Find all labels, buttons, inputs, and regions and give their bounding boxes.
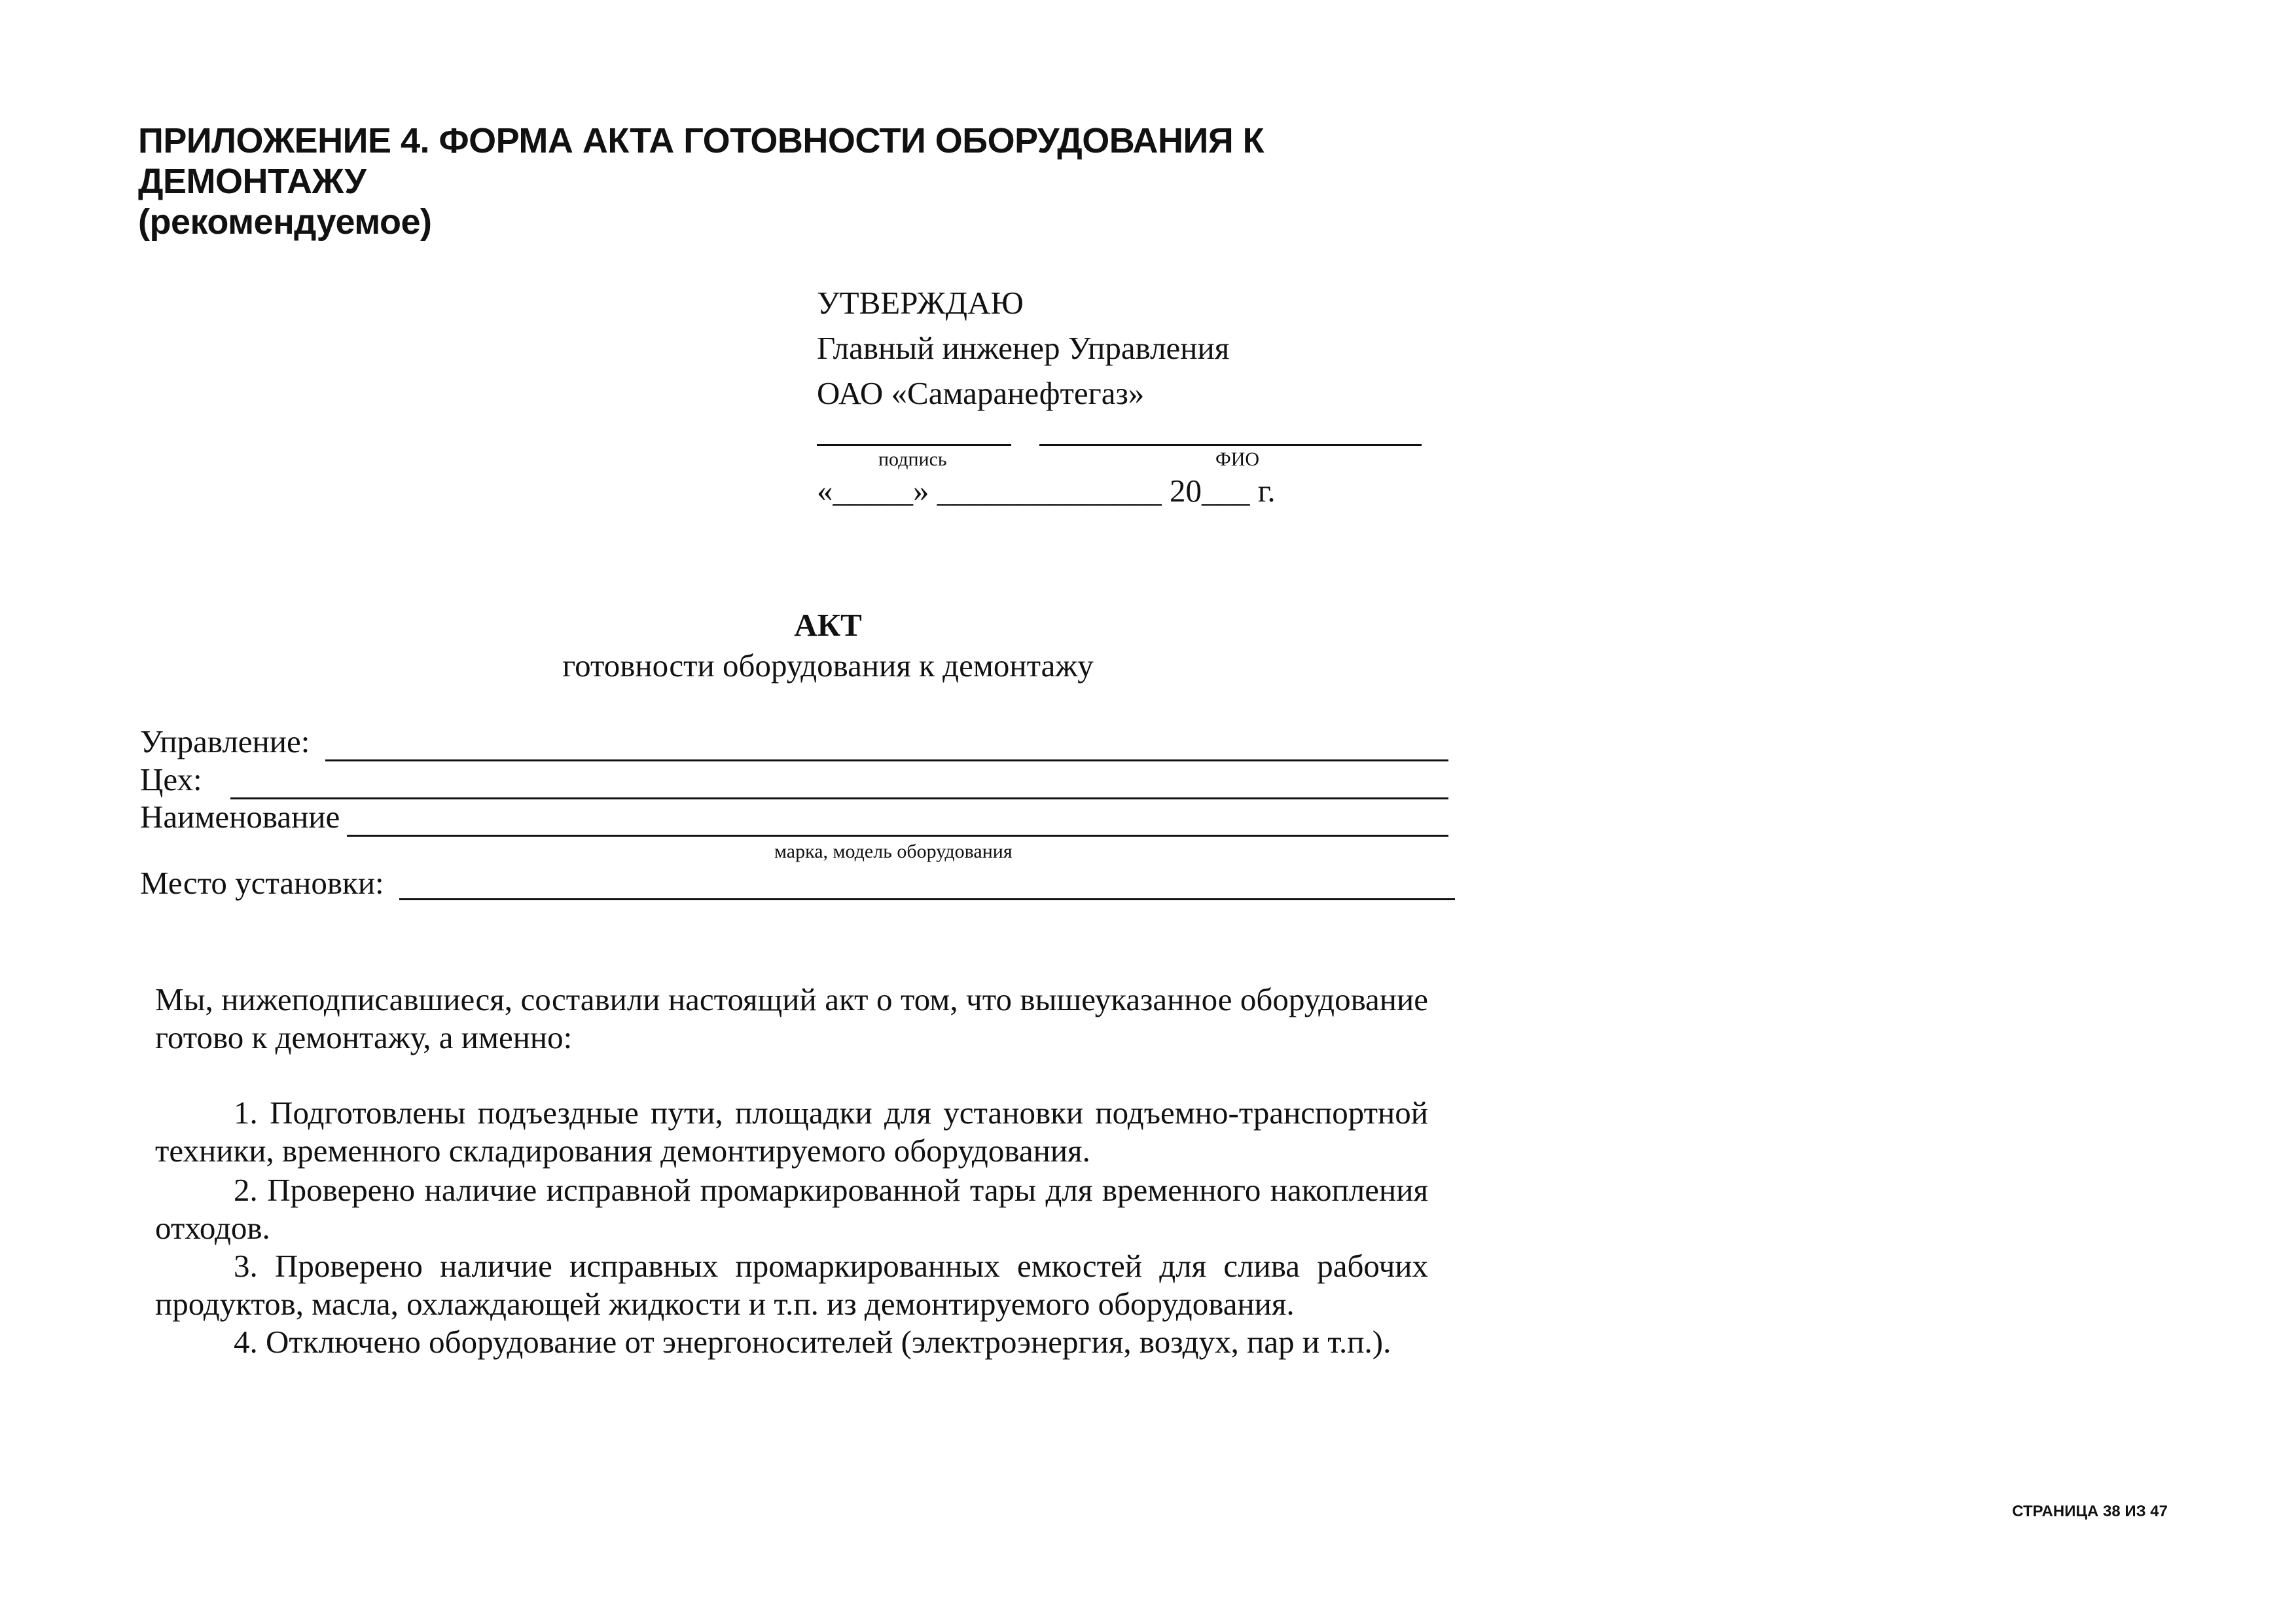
approval-position: Главный инженер Управления — [817, 330, 1230, 366]
workshop-label: Цех: — [140, 761, 202, 797]
signature-line — [817, 444, 1011, 446]
workshop-line — [230, 797, 1448, 799]
location-label: Место установки: — [140, 865, 384, 901]
page-number: СТРАНИЦА 38 ИЗ 47 — [2012, 1503, 2168, 1520]
approval-company: ОАО «Самаранефтегаз» — [817, 375, 1145, 411]
signature-caption: подпись — [878, 448, 947, 470]
name-caption: ФИО — [1215, 448, 1260, 470]
list-item: 3. Проверено наличие исправных промаркированных емкостей для слива рабочих продуктов, масла, охлаждающей жидкости и т.п. из демонтируемого оборудования. — [155, 1248, 1428, 1322]
equipment-name-line — [347, 835, 1448, 837]
name-line — [1039, 444, 1422, 446]
appendix-heading-line3: (рекомендуемое) — [138, 202, 432, 242]
equipment-name-caption: марка, модель оборудования — [774, 841, 1013, 862]
act-subtitle: готовности оборудования к демонтажу — [562, 647, 1094, 684]
list-item: 1. Подготовлены подъездные пути, площадки для установки подъемно-транспортной техники, временного складирования демонтируемого оборудования. — [155, 1095, 1428, 1169]
act-title: АКТ — [794, 607, 862, 643]
approval-block — [817, 280, 1229, 416]
list-item: 2. Проверено наличие исправной промаркированной тары для временного накопления отходов. — [155, 1172, 1428, 1246]
appendix-heading-line2: ДЕМОНТАЖУ — [138, 162, 367, 201]
appendix-heading-line1: ПРИЛОЖЕНИЕ 4. ФОРМА АКТА ГОТОВНОСТИ ОБОРУДОВАНИЯ К — [138, 121, 1265, 160]
directorate-line — [325, 759, 1448, 761]
approval-date: «_____» ______________ 20___ г. — [817, 473, 1276, 509]
list-item: 4. Отключено оборудование от энергоносителей (электроэнергия, воздух, пар и т.п.). — [234, 1324, 1391, 1360]
equipment-name-label: Наименование — [140, 799, 340, 835]
directorate-label: Управление: — [140, 723, 310, 759]
intro-paragraph: Мы, нижеподписавшиеся, составили настоящий акт о том, что вышеуказанное оборудование готово к демонтажу, а именно: — [155, 981, 1428, 1055]
appendix-heading — [138, 120, 1264, 242]
location-line — [399, 898, 1455, 900]
approval-title: УТВЕРЖДАЮ — [817, 285, 1024, 321]
